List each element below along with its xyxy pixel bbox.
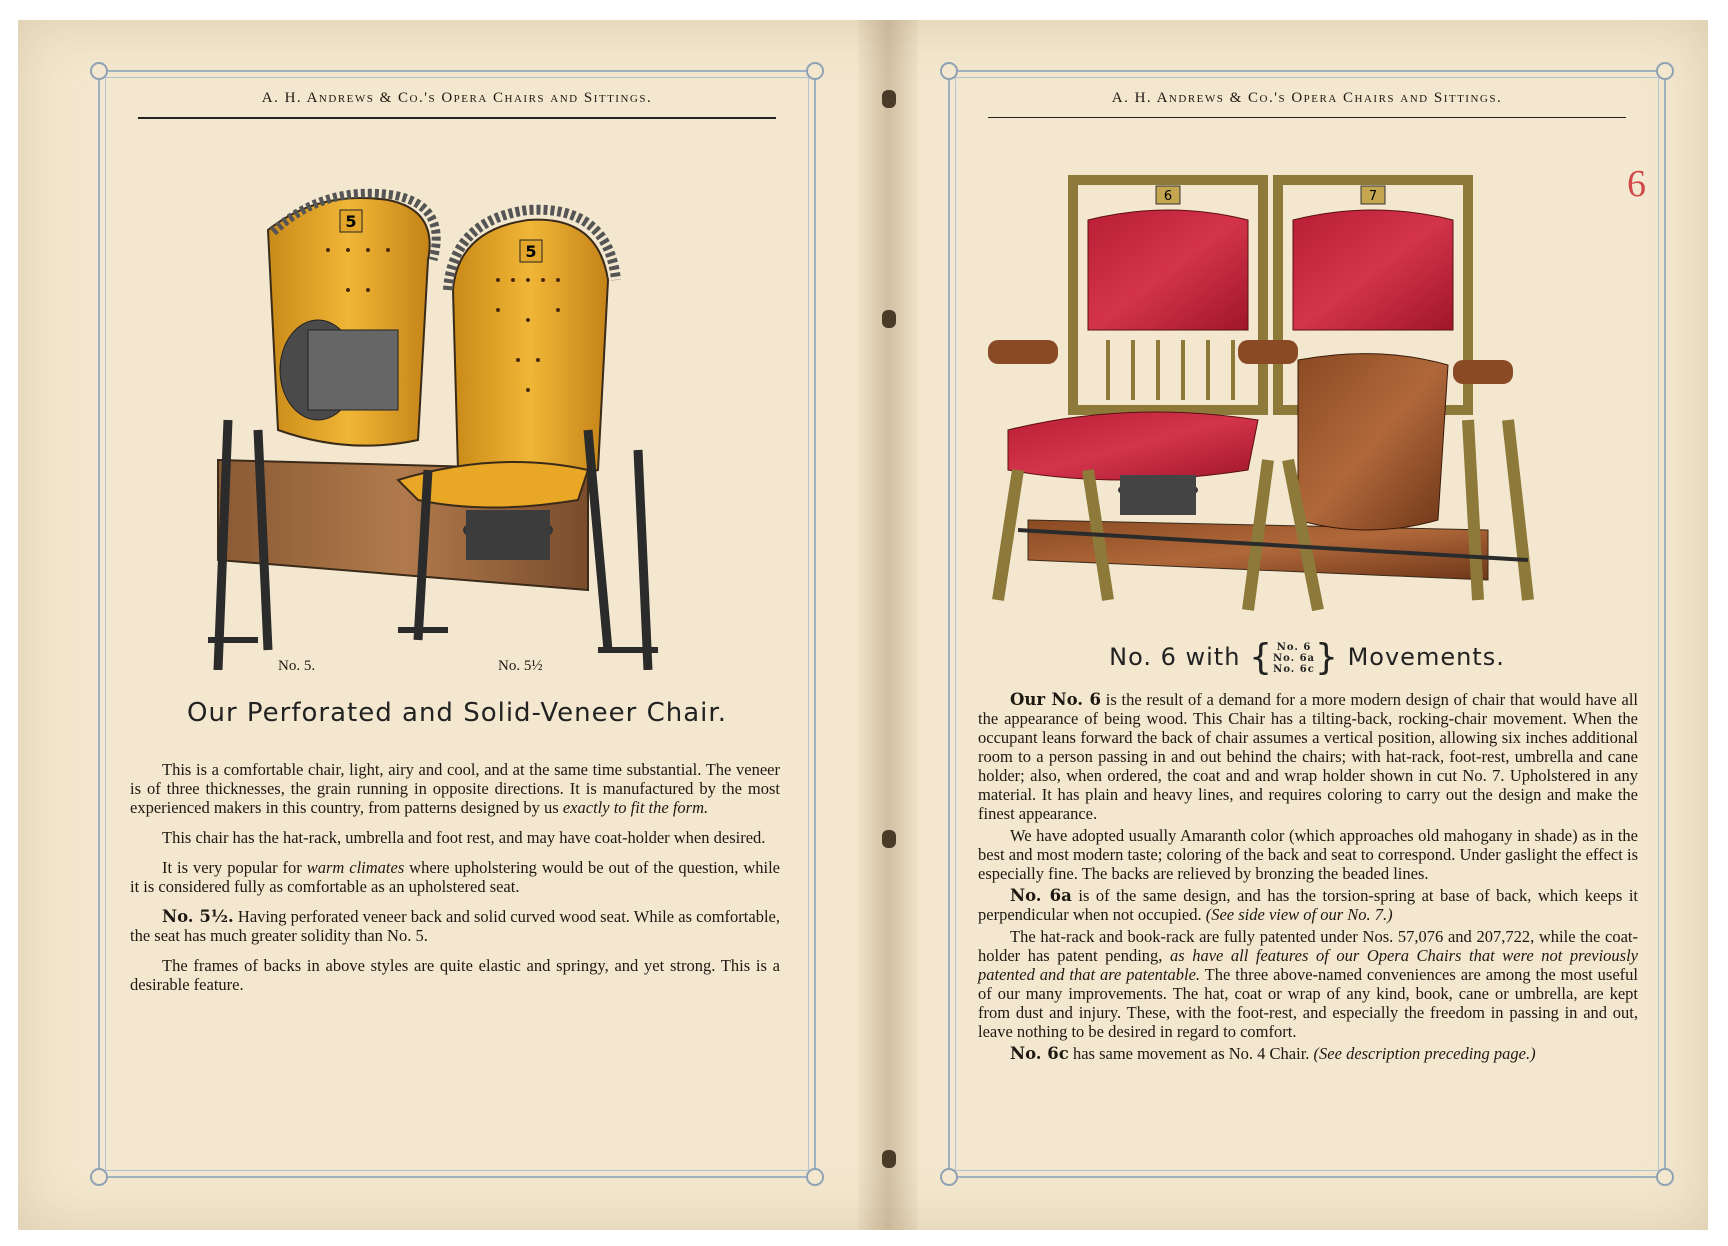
paragraph-text: We have adopted usually Amaranth color (which approaches old mahogany in shade) as in the best and most modern taste; coloring of the back and seat to correspond. Under gaslight the effect is especially fine. The backs are relieved by bronzing the beaded lines.	[978, 826, 1638, 883]
paragraph-lead: No. 6a	[1010, 886, 1072, 905]
corner-ornament	[806, 62, 824, 80]
left-page	[98, 70, 816, 1178]
chair-illustration-no6	[968, 160, 1548, 630]
movement-numbers	[1273, 642, 1315, 675]
paragraph-italic: (See description preceding page.)	[1313, 1044, 1536, 1063]
paragraph-italic: exactly to fit the form.	[562, 798, 709, 817]
movement-number: No. 6	[1276, 641, 1312, 653]
paragraph-italic: warm climates	[306, 858, 405, 877]
chair-title: Our Perforated and Solid-Veneer Chair.	[187, 698, 727, 728]
page-number: 6	[1627, 163, 1646, 205]
paragraph-text: is of the same design, and has the torsion-spring at base of back, which keeps it perpendicular when not occupied.	[978, 886, 1638, 924]
paragraph	[978, 1044, 1638, 1063]
binding-stitch	[882, 1150, 896, 1168]
running-head: A. H. Andrews & Co.'s Opera Chairs and Sittings.	[138, 90, 776, 119]
paragraph	[130, 907, 780, 945]
paragraph-italic: (See side view of our No. 7.)	[1205, 905, 1393, 924]
brace-glyph: }	[1315, 637, 1339, 678]
paragraph-text: The hat-rack and book-rack are fully patented under Nos. 57,076 and 207,722, while the coat-holder has patent pending,	[978, 927, 1638, 965]
corner-ornament	[90, 62, 108, 80]
corner-ornament	[940, 1168, 958, 1186]
chair-number-plate: 5	[525, 242, 537, 261]
running-head: A. H. Andrews & Co.'s Opera Chairs and Sittings.	[988, 90, 1626, 118]
paragraph	[130, 828, 780, 847]
paragraph-text: It is very popular for	[162, 858, 307, 877]
paragraph-text: This chair has the hat-rack, umbrella and foot rest, and may have coat-holder when desired.	[162, 828, 766, 847]
paragraph	[978, 826, 1638, 883]
binding-stitch	[882, 830, 896, 848]
paragraph-lead: No. 5½.	[162, 907, 234, 926]
binding-stitch	[882, 310, 896, 328]
chair-title-pre: No. 6 with	[1109, 643, 1241, 671]
right-page	[948, 70, 1666, 1178]
chair-number-plate: 7	[1368, 189, 1378, 204]
paragraph-text: This is a comfortable chair, light, airy and cool, and at the same time substantial. The veneer is of three thicknesses, the grain running in opposite directions. It is manufactured by the most experienced makers in this country, from patterns designed by us	[130, 760, 780, 817]
paragraph-tail: where upholstering would be out of the question, while it is considered fully as comfortable as an upholstered seat.	[130, 858, 780, 896]
corner-ornament	[940, 62, 958, 80]
paragraph-text: has same movement as No. 4 Chair.	[1068, 1044, 1314, 1063]
corner-ornament	[90, 1168, 108, 1186]
right-body-text	[978, 690, 1638, 1066]
paragraph	[130, 760, 780, 817]
book-spread	[18, 20, 1708, 1230]
movement-number: No. 6a	[1272, 652, 1316, 664]
left-body-text	[130, 760, 780, 1005]
paragraph-text: Having perforated veneer back and solid curved wood seat. While as comfortable, the seat has much greater solidity than No. 5.	[130, 907, 780, 945]
chair-illustration-no5	[198, 170, 678, 670]
corner-ornament	[1656, 62, 1674, 80]
paragraph	[130, 858, 780, 896]
chair-label: No. 5½	[498, 658, 543, 674]
chair-label: No. 5.	[278, 658, 316, 674]
paragraph	[978, 927, 1638, 1041]
paragraph	[978, 690, 1638, 823]
movement-number: No. 6c	[1273, 663, 1315, 675]
paragraph-text: The frames of backs in above styles are quite elastic and springy, and yet strong. This is a desirable feature.	[130, 956, 780, 994]
chair-number-plate: 6	[1163, 189, 1173, 204]
chair-title-post: Movements.	[1347, 643, 1505, 671]
chair-title	[948, 637, 1666, 678]
paragraph	[130, 956, 780, 994]
brace-glyph: {	[1249, 637, 1273, 678]
paragraph-lead: No. 6c	[1010, 1044, 1069, 1063]
binding-stitch	[882, 90, 896, 108]
paragraph-tail: The three above-named conveniences are among the most useful of our many improvements. The hat, coat or wrap of any kind, book, cane or umbrella, are kept from dust and injury. These, with the foot-rest, and especially the freedom in passing in and out, leave nothing to be desired in regard to comfort.	[978, 965, 1638, 1041]
paragraph	[978, 886, 1638, 924]
corner-ornament	[1656, 1168, 1674, 1186]
corner-ornament	[806, 1168, 824, 1186]
paragraph-text: is the result of a demand for a more modern design of chair that would have all the appearance of being wood. This Chair has a tilting-back, rocking-chair movement. When the occupant leans forward the back of chair assumes a vertical position, allowing six inches additional room to a person passing in and out behind the chairs; with hat-rack, foot-rest, umbrella and cane holder; also, when ordered, the coat and and wrap holder shown in cut No. 7. Upholstered in any material. It has plain and heavy lines, and requires coloring to carry out the design and make the finest appearance.	[978, 690, 1638, 823]
paragraph-lead: Our No. 6	[1010, 690, 1101, 709]
paragraph-italic: as have all features of our Opera Chairs that were not previously patented and that are patentable.	[978, 946, 1639, 984]
book-gutter	[858, 20, 918, 1230]
chair-number-plate: 5	[345, 212, 357, 231]
